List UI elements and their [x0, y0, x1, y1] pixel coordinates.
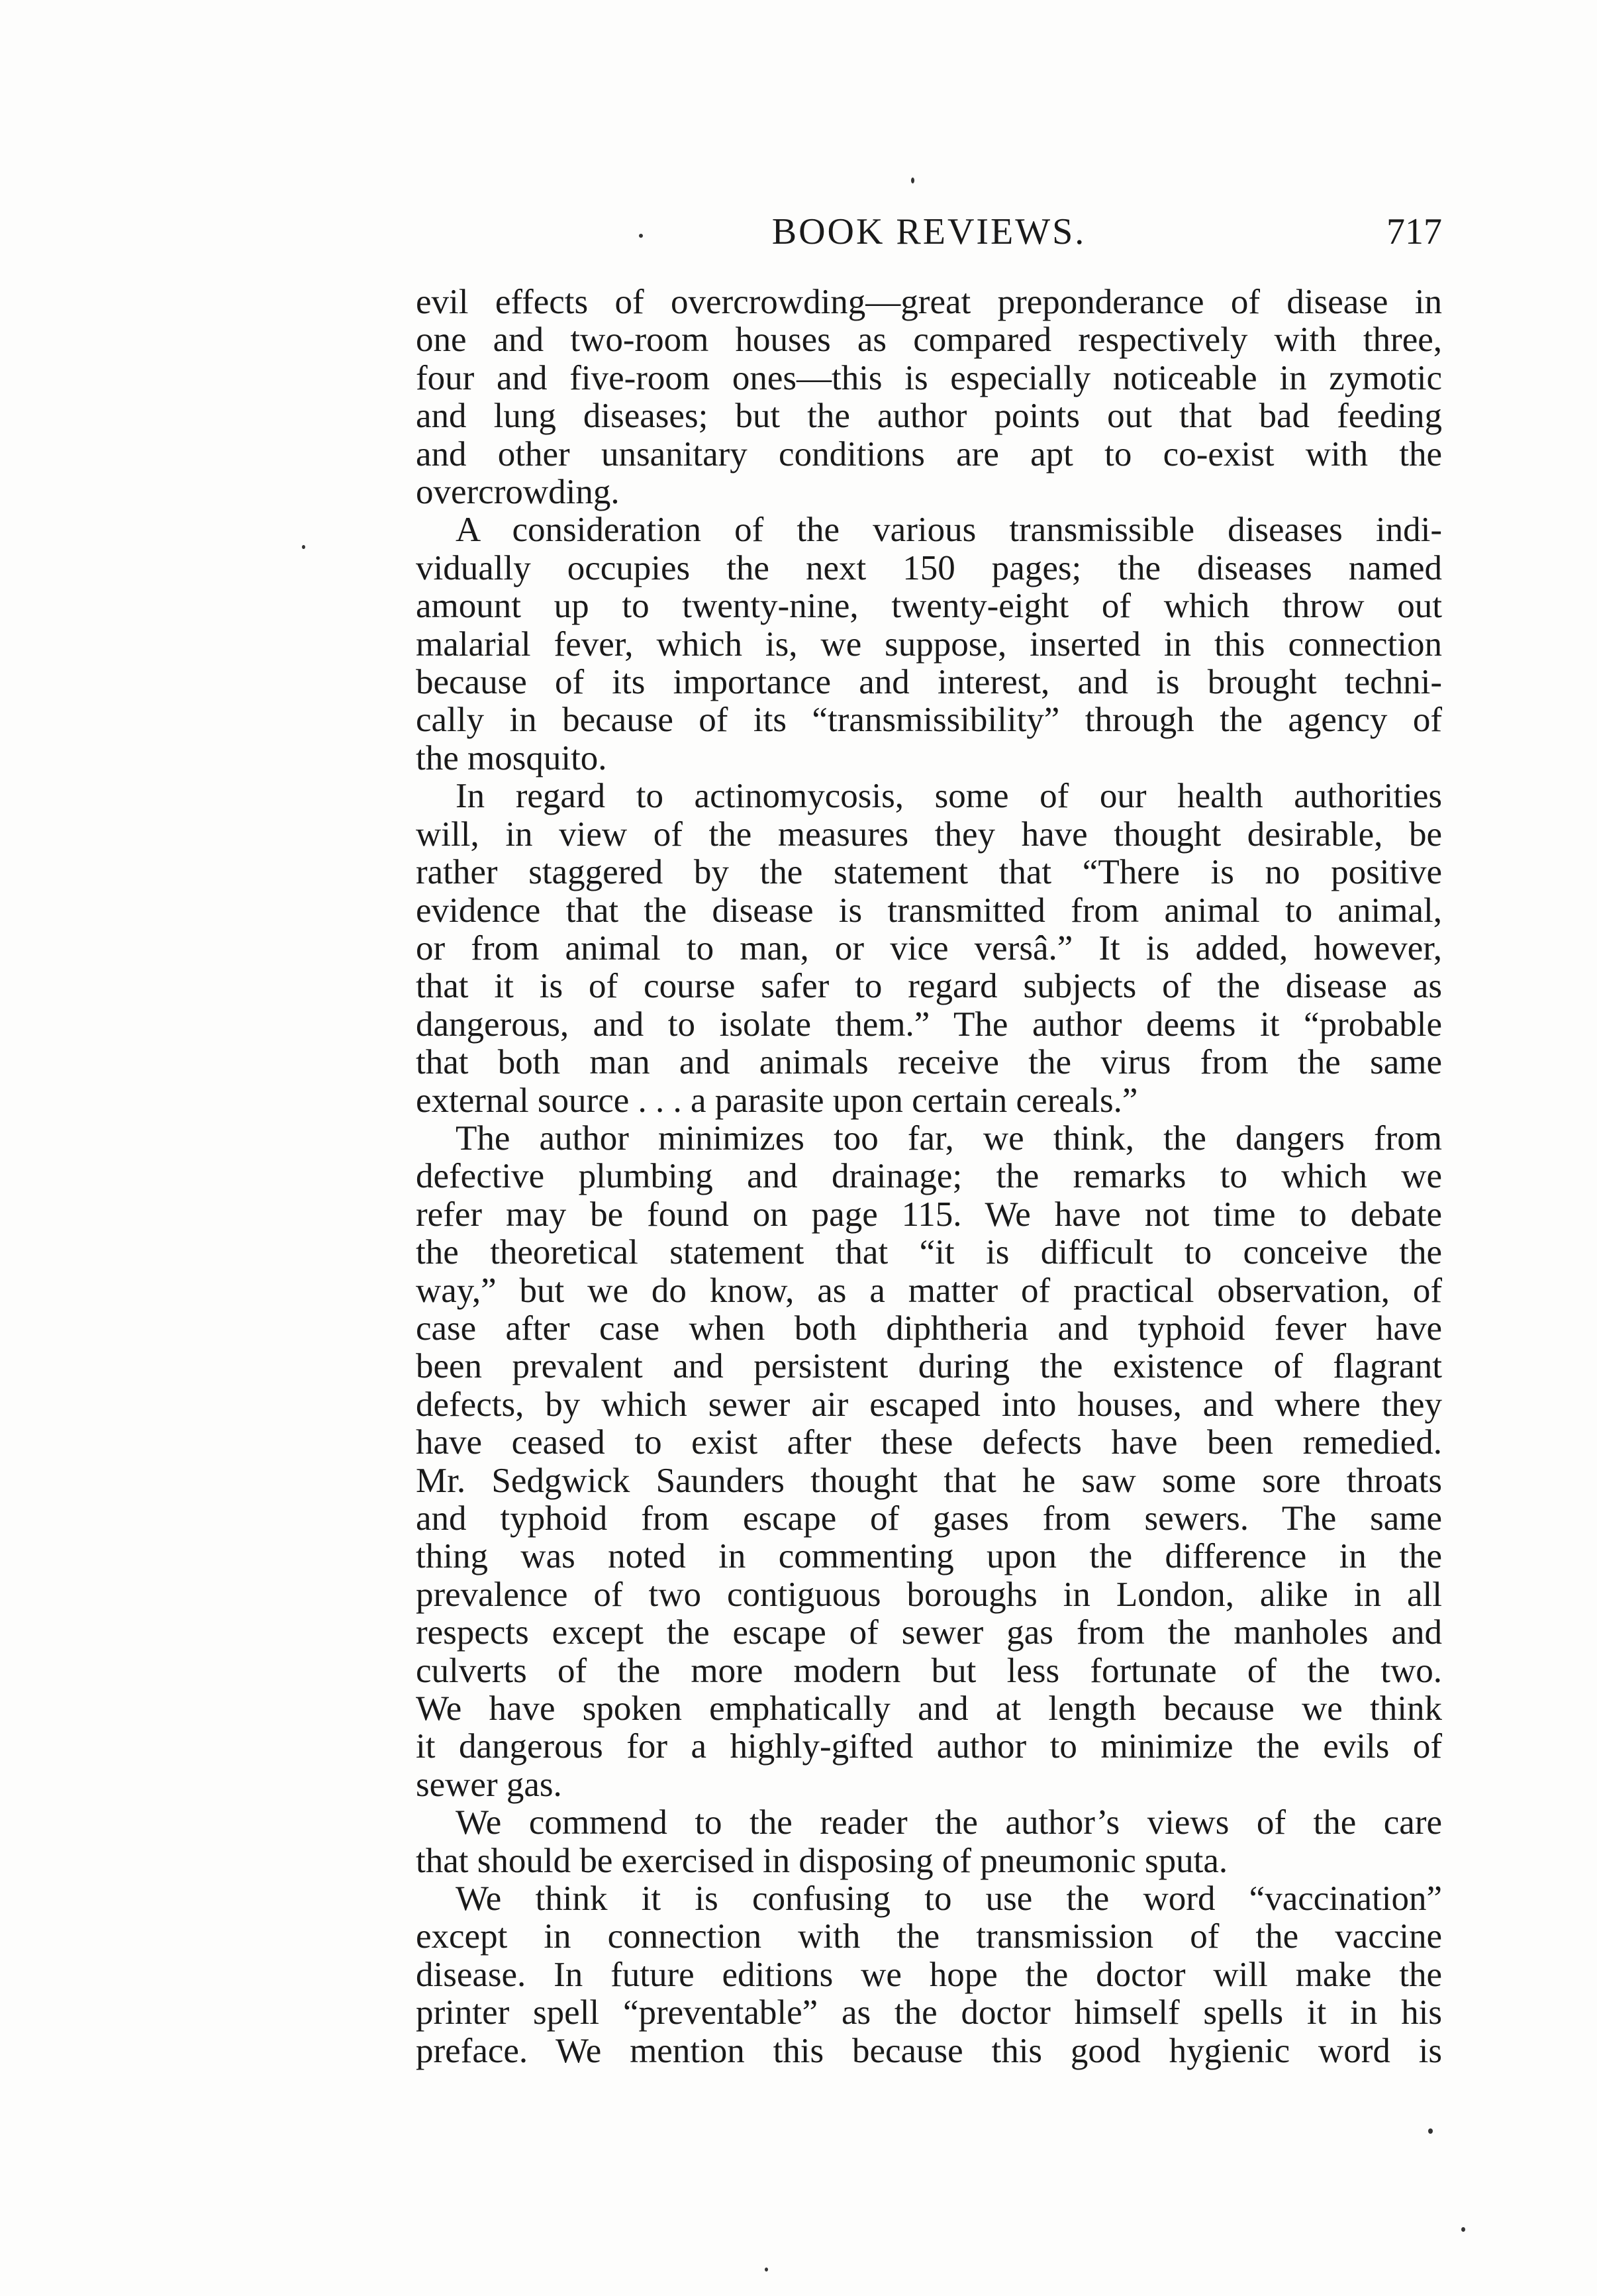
text-line: sewer gas. — [416, 1765, 562, 1804]
running-head — [416, 211, 1442, 257]
text-line: cally in because of its “transmissibility” through the agency of — [416, 701, 1442, 740]
text-line: case after case when both diphtheria and typhoid fever have — [416, 1309, 1442, 1348]
text-line: culverts of the more modern but less fortunate of the two. — [416, 1651, 1442, 1690]
text-line: it dangerous for a highly-gifted author to minimize the evils of — [416, 1727, 1442, 1766]
text-line: defective plumbing and drainage; the remarks to which we — [416, 1157, 1442, 1196]
paragraph — [416, 511, 1442, 777]
scan-speck — [911, 177, 914, 183]
text-line: preface. We mention this because this good hygienic word is — [416, 2031, 1442, 2070]
text-line: dangerous, and to isolate them.” The author deems it “probable — [416, 1005, 1442, 1044]
text-line: that it is of course safer to regard subjects of the disease as — [416, 967, 1442, 1006]
paragraph — [416, 1804, 1442, 1880]
paragraph — [416, 283, 1442, 511]
running-title: BOOK REVIEWS. — [771, 211, 1087, 252]
text-line: and lung diseases; but the author points out that bad feeding — [416, 397, 1442, 436]
text-line: vidually occupies the next 150 pages; the diseases named — [416, 548, 1442, 587]
text-line: respects except the escape of sewer gas from the manholes and — [416, 1613, 1442, 1652]
text-line: been prevalent and persistent during the existence of flagrant — [416, 1347, 1442, 1386]
scan-speck — [1428, 2128, 1433, 2134]
scan-speck — [1461, 2227, 1465, 2232]
text-line: refer may be found on page 115. We have not time to debate — [416, 1195, 1442, 1234]
text-line: Mr. Sedgwick Saunders thought that he saw some sore throats — [416, 1461, 1442, 1500]
body-text — [416, 283, 1442, 2070]
text-line: except in connection with the transmission of the vaccine — [416, 1917, 1442, 1956]
page-number: 717 — [1386, 211, 1442, 252]
paragraph — [416, 1120, 1442, 1804]
text-line: rather staggered by the statement that “There is no positive — [416, 853, 1442, 892]
text-line: A consideration of the various transmissible diseases indi- — [456, 511, 1442, 550]
text-line: defects, by which sewer air escaped into houses, and where they — [416, 1385, 1442, 1424]
text-line: will, in view of the measures they have thought desirable, be — [416, 815, 1442, 854]
paragraph — [416, 1880, 1442, 2070]
text-line: because of its importance and interest, and is brought techni- — [416, 663, 1442, 702]
text-line: prevalence of two contiguous boroughs in London, alike in all — [416, 1575, 1442, 1614]
text-line: disease. In future editions we hope the doctor will make the — [416, 1955, 1442, 1994]
text-line: or from animal to man, or vice versâ.” It is added, however, — [416, 928, 1442, 968]
text-line: malarial fever, which is, we suppose, inserted in this connection — [416, 624, 1442, 664]
scan-speck — [302, 545, 305, 549]
text-line: In regard to actinomycosis, some of our health authorities — [456, 777, 1442, 816]
text-line: thing was noted in commenting upon the difference in the — [416, 1537, 1442, 1576]
text-line: The author minimizes too far, we think, the dangers from — [456, 1119, 1442, 1158]
text-line: have ceased to exist after these defects have been remedied. — [416, 1423, 1442, 1462]
text-line: that should be exercised in disposing of pneumonic sputa. — [416, 1841, 1228, 1880]
text-line: evidence that the disease is transmitted from animal to animal, — [416, 891, 1442, 930]
text-line: and other unsanitary conditions are apt to co-exist with the — [416, 434, 1442, 474]
text-line: and typhoid from escape of gases from sewers. The same — [416, 1499, 1442, 1538]
text-line: one and two-room houses as compared respectively with three, — [416, 321, 1442, 360]
text-line: We think it is confusing to use the word “vaccination” — [456, 1879, 1442, 1919]
text-line: that both man and animals receive the virus from the same — [416, 1043, 1442, 1082]
text-line: We commend to the reader the author’s views of the care — [456, 1803, 1442, 1842]
text-line: overcrowding. — [416, 473, 620, 512]
scan-speck — [765, 2268, 768, 2271]
text-line: printer spell “preventable” as the doctor himself spells it in his — [416, 1993, 1442, 2032]
text-line: evil effects of overcrowding—great preponderance of disease in — [416, 283, 1442, 321]
paragraph — [416, 777, 1442, 1120]
text-line: the theoretical statement that “it is difficult to conceive the — [416, 1233, 1442, 1272]
text-line: the mosquito. — [416, 738, 607, 777]
text-line: way,” but we do know, as a matter of practical observation, of — [416, 1271, 1442, 1310]
text-line: external source . . . a parasite upon certain cereals.” — [416, 1081, 1138, 1120]
text-line: four and five-room ones—this is especially noticeable in zymotic — [416, 358, 1442, 397]
text-line: We have spoken emphatically and at length because we think — [416, 1689, 1442, 1728]
scan-speck — [639, 234, 643, 238]
text-line: amount up to twenty-nine, twenty-eight of which throw out — [416, 587, 1442, 626]
